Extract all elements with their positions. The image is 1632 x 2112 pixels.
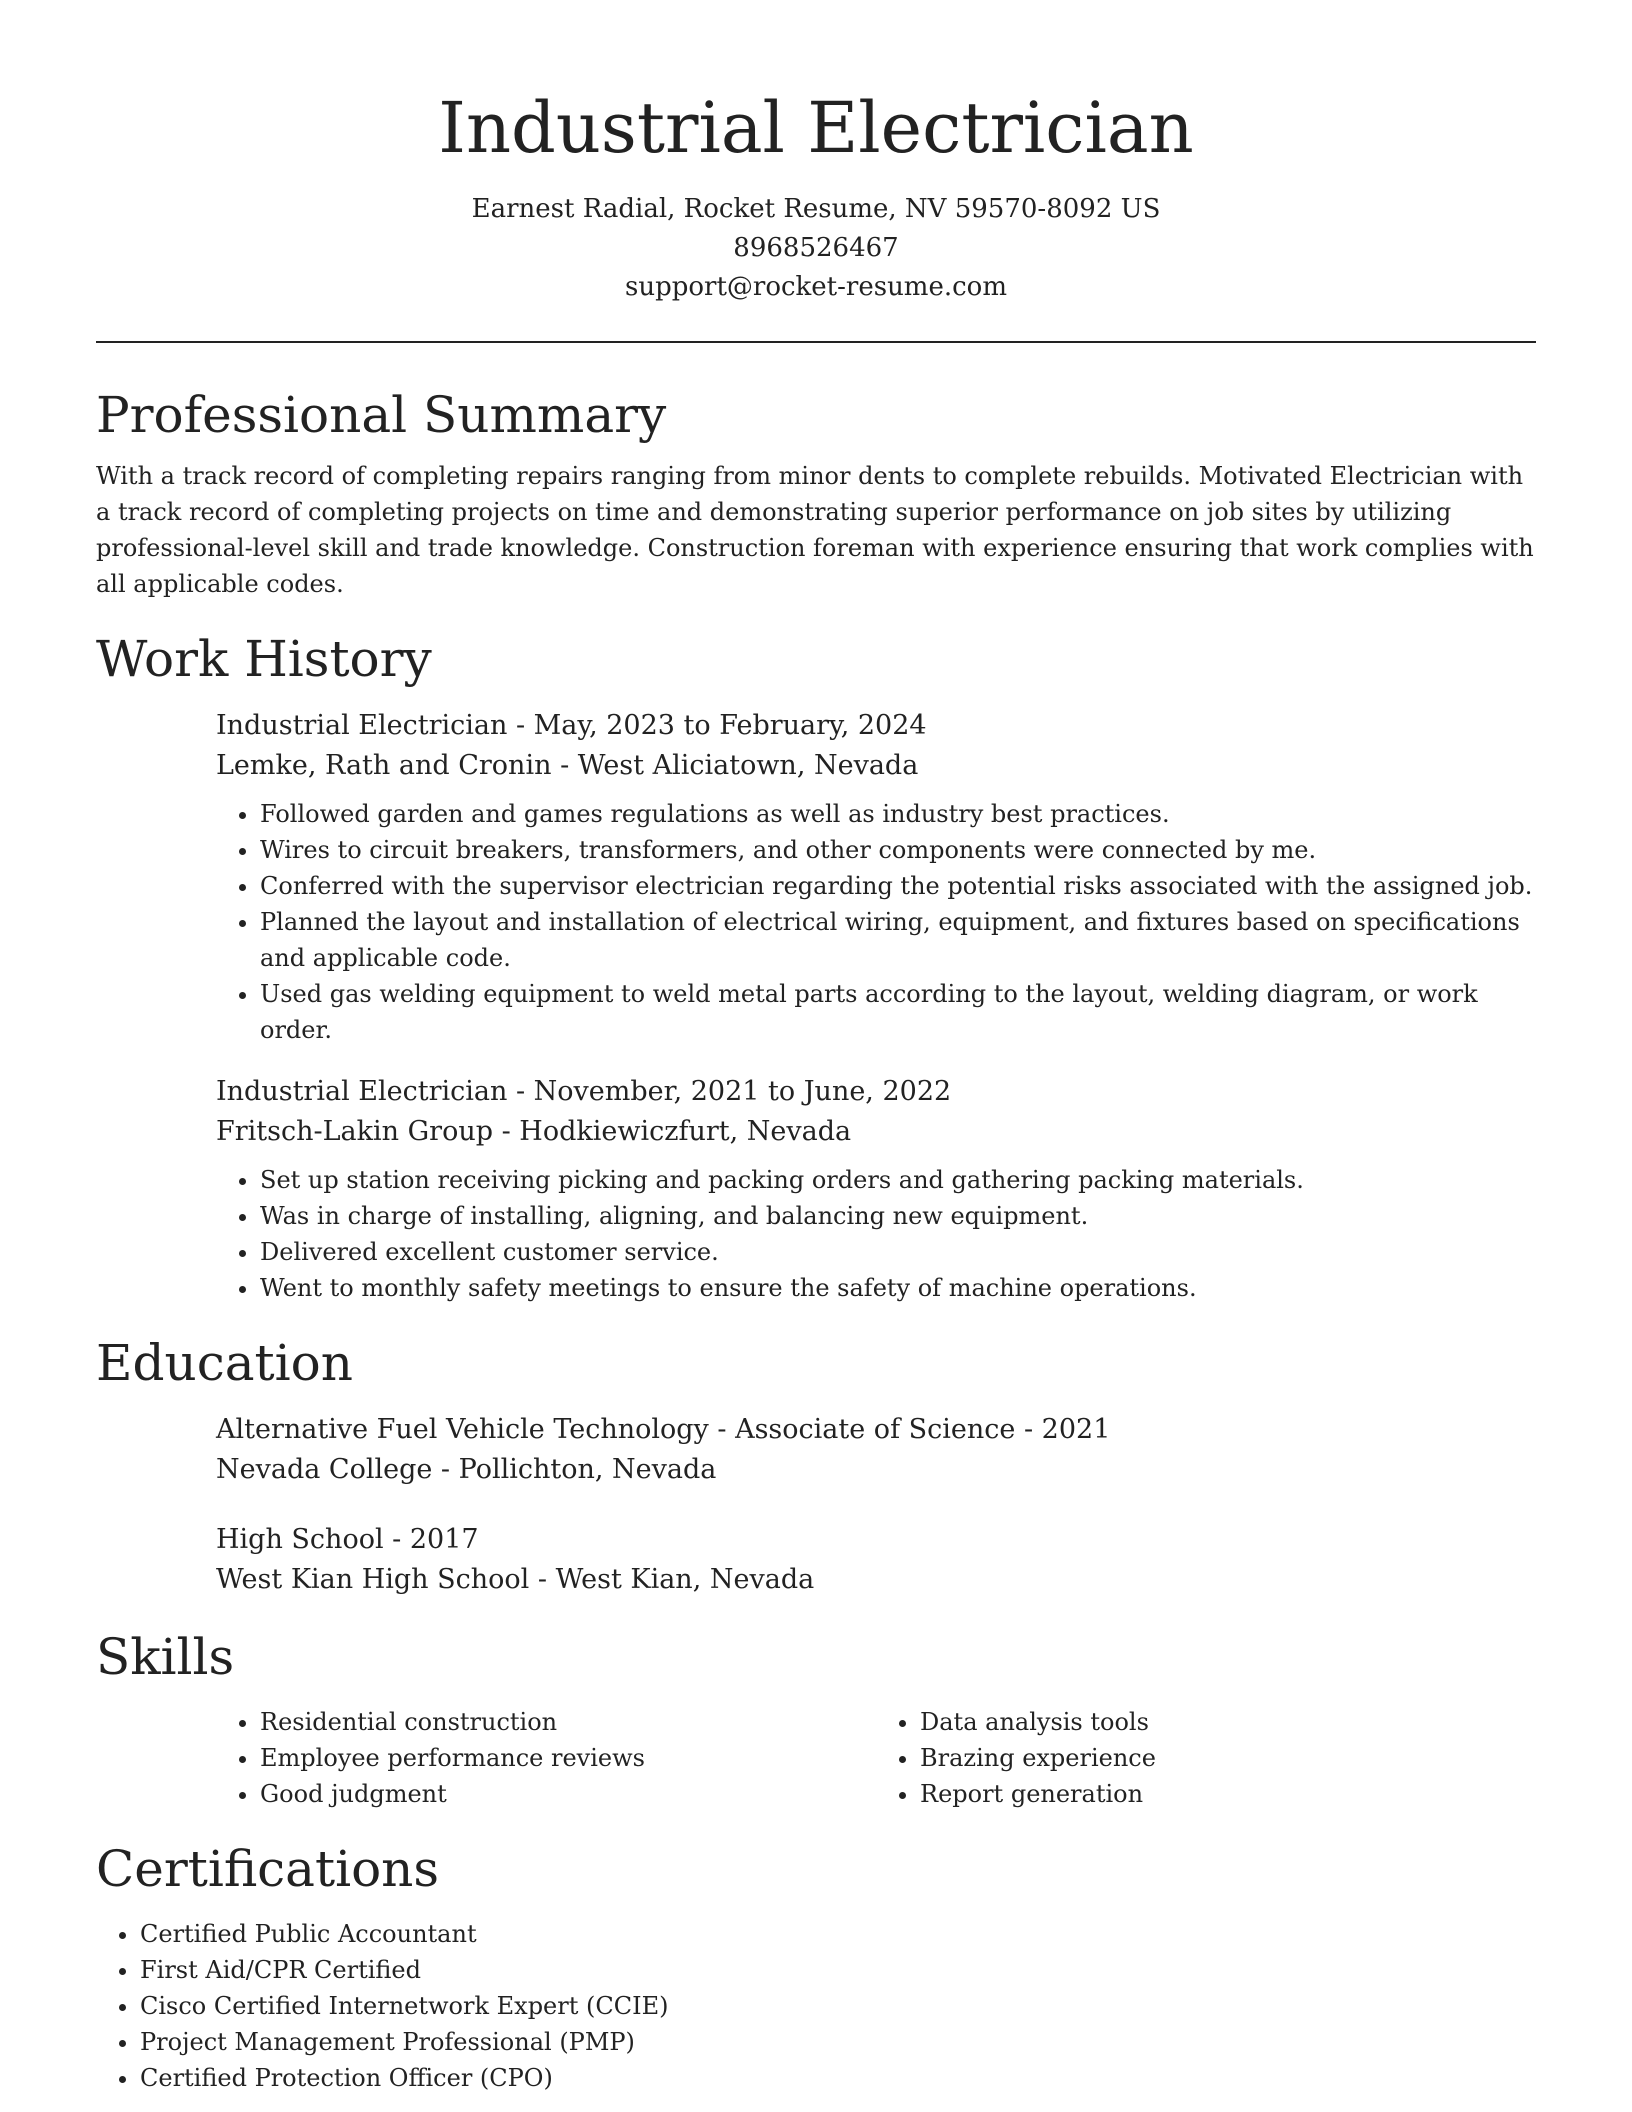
skills-right-column [876,1704,1536,1812]
work-history-heading: Work History [96,630,432,688]
education-school: West Kian High School [216,1564,530,1595]
summary-text: With a track record of completing repairs ranging from minor dents to complete rebuilds. Motivated Electrician with a track record of completing projects on time and demonstrating superior performance on job sites by utilizing professional-level skill and trade knowledge. Construction foreman with experience ensuring that work complies with all applicable codes. [96,462,1534,598]
skills-grid [216,1694,1536,1812]
list-item: • Delivered excellent customer service. [260,1234,1536,1270]
work-history-section [96,622,1536,1306]
job-company: Lemke, Rath and Cronin [216,750,552,781]
list-item: • Went to monthly safety meetings to ensure the safety of machine operations. [260,1270,1536,1306]
list-item: • Was in charge of installing, aligning, and balancing new equipment. [260,1198,1536,1234]
summary-section [96,378,1536,602]
education-heading: Education [96,1334,353,1392]
contact-email: support@rocket-resume.com [624,272,1007,302]
list-item: • Planned the layout and installation of electrical wiring, equipment, and fixtures based on specifications and applicable code. [260,904,1536,976]
education-section [96,1326,1536,1600]
list-item: • Brazing experience [920,1740,1536,1776]
list-item: • Project Management Professional (PMP) [140,2024,1536,2060]
job-bullets [216,796,1536,1048]
list-item: • Certified Protection Officer (CPO) [140,2060,1536,2096]
summary-heading: Professional Summary [96,386,667,444]
certifications-heading: Certifications [96,1840,440,1898]
contact-address: Earnest Radial, Rocket Resume, NV 59570-8092 US [471,194,1161,224]
job-dates: - November, 2021 to June, 2022 [507,1076,952,1107]
job-location: - Hodkiewiczfurt, Nevada [493,1116,852,1147]
education-degree: Alternative Fuel Vehicle Technology - Associate of Science [216,1414,1016,1445]
education-degree-line [216,1410,1536,1450]
job-company: Fritsch-Lakin Group [216,1116,494,1147]
skills-section [96,1620,1536,1812]
job-entry [216,1072,1536,1306]
certifications-list [96,1916,1536,2096]
job-title-line [216,1072,1536,1112]
list-item: • First Aid/CPR Certified [140,1952,1536,1988]
job-company-line [216,746,1536,786]
job-bullets [216,1162,1536,1306]
job-role: Industrial Electrician [216,710,508,741]
education-degree: High School [216,1524,384,1555]
education-school-line [216,1560,1536,1600]
education-location: - Pollichton, Nevada [432,1454,717,1485]
list-item: • Followed garden and games regulations as well as industry best practices. [260,796,1536,832]
job-entry [216,706,1536,1048]
education-location: - West Kian, Nevada [529,1564,815,1595]
contact-info [0,190,1632,307]
header-divider [96,341,1536,343]
contact-phone: 8968526467 [733,233,899,263]
list-item: • Residential construction [260,1704,876,1740]
education-entry [216,1520,1536,1600]
list-item: • Good judgment [260,1776,876,1812]
list-item: • Cisco Certified Internetwork Expert (CCIE) [140,1988,1536,2024]
job-title-line [216,706,1536,746]
education-degree-line [216,1520,1536,1560]
education-year: - 2021 [1015,1414,1111,1445]
skills-left-column [216,1704,876,1812]
list-item: • Employee performance reviews [260,1740,876,1776]
list-item: • Used gas welding equipment to weld metal parts according to the layout, welding diagram, or work order. [260,976,1536,1048]
skills-heading: Skills [96,1628,235,1686]
job-dates: - May, 2023 to February, 2024 [507,710,927,741]
resume-title: Industrial Electrician [438,87,1194,169]
list-item: • Wires to circuit breakers, transformers, and other components were connected by me. [260,832,1536,868]
list-item: • Conferred with the supervisor electrician regarding the potential risks associated with the assigned job. [260,868,1536,904]
job-company-line [216,1112,1536,1152]
education-school-line [216,1450,1536,1490]
resume-header [0,0,1632,307]
list-item: • Certified Public Accountant [140,1916,1536,1952]
list-item: • Report generation [920,1776,1536,1812]
education-school: Nevada College [216,1454,433,1485]
certifications-section [96,1832,1536,2096]
job-role: Industrial Electrician [216,1076,508,1107]
resume-body [96,378,1536,2096]
job-location: - West Aliciatown, Nevada [551,750,919,781]
list-item: • Data analysis tools [920,1704,1536,1740]
list-item: • Set up station receiving picking and packing orders and gathering packing materials. [260,1162,1536,1198]
education-year: - 2017 [383,1524,479,1555]
education-entry [216,1410,1536,1490]
